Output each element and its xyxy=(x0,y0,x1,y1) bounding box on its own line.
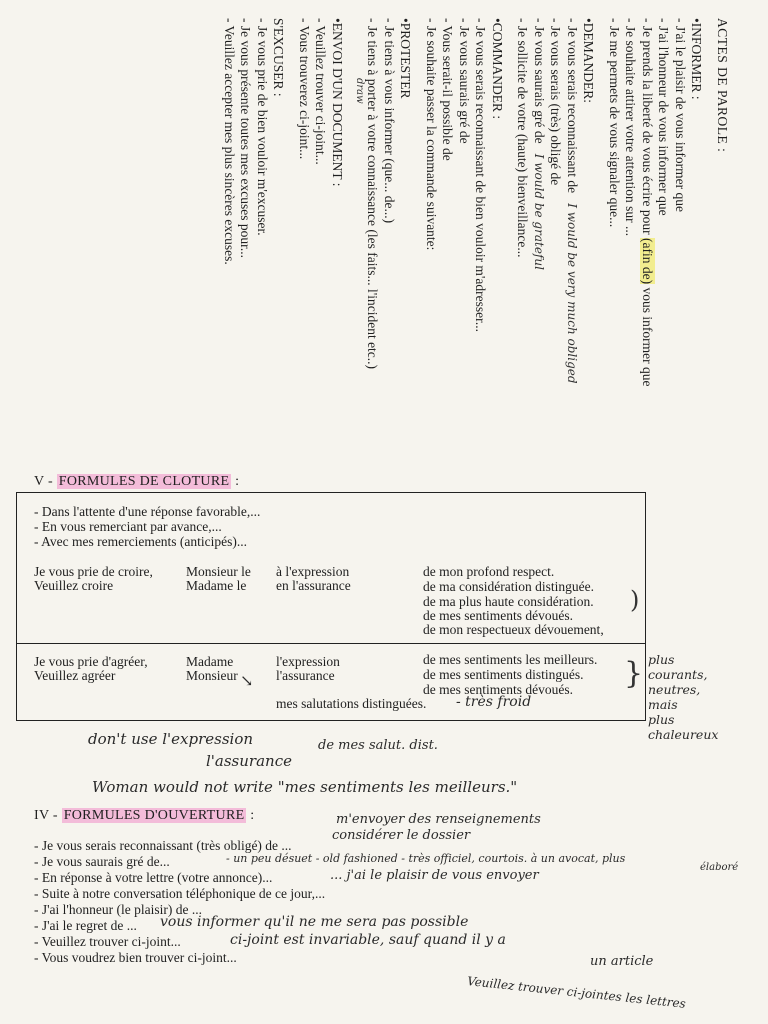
speech-acts-section xyxy=(150,18,730,488)
informer-line: - J'ai l'honneur de vous informer que xyxy=(656,18,672,216)
commander-title: • COMMANDER : xyxy=(489,18,506,488)
excuser-line: - Je vous prie de bien vouloir m'excuser. xyxy=(255,18,270,236)
cloture-intro-line: - En vous remerciant par avance,... xyxy=(34,519,222,534)
commander-line: - Je vous serais reconnaissant de bien vouloir m'adresser... xyxy=(473,18,489,332)
handwritten-note: élaboré xyxy=(700,862,739,873)
commander-line: - Je souhaite passer la commande suivante: xyxy=(424,18,439,251)
handwritten-note: considérer le dossier xyxy=(332,828,471,843)
handwritten-note: ci-joint est invariable, sauf quand il y a xyxy=(230,932,506,948)
informer-line: - Je souhaite attirer votre attention sur ... xyxy=(623,18,639,237)
demander-line: - Je vous serais (très) obligé de xyxy=(548,18,564,186)
protester-line: - Je tiens à porter à votre connaissance (les faits... l'incident etc..) xyxy=(365,18,381,370)
box1-expression: en l'assurance xyxy=(276,578,351,593)
list-item: - En réponse à votre lettre (votre annonce)... xyxy=(34,870,273,885)
protester-line: - Je tiens à vous informer (que... de...) xyxy=(382,18,397,224)
excuser-line: - Veuillez accepter mes plus sincères excuses. xyxy=(222,18,237,265)
informer-line: - Je prends la liberté de vous écrire pour (afin de) vous informer que xyxy=(640,18,655,387)
box2-sentiment: de mes sentiments distingués. xyxy=(423,667,584,682)
list-item: - Je vous serais reconnaissant (très obligé) de ... xyxy=(34,838,292,853)
box2-verb: Je vous prie d'agréer, xyxy=(34,654,148,669)
informer-line: - Je me permets de vous signaler que... xyxy=(607,18,622,228)
handwritten-brace: ) xyxy=(630,586,640,614)
protester-title: • PROTESTER xyxy=(397,18,414,488)
cloture-heading: V - FORMULES DE CLOTURE : xyxy=(34,474,240,489)
handwritten-note: m'envoyer des renseignements xyxy=(336,812,541,827)
handwritten-note: ... j'ai le plaisir de vous envoyer xyxy=(330,868,539,883)
handwritten-note: I would be very much obliged xyxy=(565,203,579,384)
box2-title: Madame xyxy=(186,654,234,669)
demander-line: - Je sollicite de votre (haute) bienveillance... xyxy=(515,18,531,258)
envoi-line: - Vous trouverez ci-joint... xyxy=(297,18,312,160)
demander-line: - Je vous saurais gré de I would be grateful xyxy=(532,18,547,270)
box2-verb: Veuillez agréer xyxy=(34,668,116,683)
box1-title: Madame le xyxy=(186,578,247,593)
box2-sentiment: de mes sentiments les meilleurs. xyxy=(423,652,598,667)
excuser-line: - Je vous présente toutes mes excuses pour... xyxy=(238,18,254,258)
handwritten-note: - un peu désuet - old fashioned - très officiel, courtois. à un avocat, plus xyxy=(226,852,626,865)
commander-line: - Je vous saurais gré de xyxy=(457,18,472,144)
box2-expression: l'assurance xyxy=(276,668,335,683)
box2-expression: l'expression xyxy=(276,654,340,669)
handwritten-note: draw xyxy=(354,78,365,104)
list-item: - J'ai l'honneur (le plaisir) de ... xyxy=(34,902,202,917)
handwritten-note: de mes salut. dist. xyxy=(318,738,438,753)
box2-title: Monsieur xyxy=(186,668,238,683)
cloture-intro-line: - Dans l'attente d'une réponse favorable,... xyxy=(34,504,261,519)
box1-sentiment: de mon profond respect. xyxy=(423,564,555,579)
handwritten-side-note: plus courants, neutres, mais plus chaleureux xyxy=(648,652,719,742)
demander-title: • DEMANDER: xyxy=(580,18,597,488)
informer-title: • INFORMER : xyxy=(688,18,705,488)
speech-acts-heading: ACTES DE PAROLE : xyxy=(715,18,730,153)
box1-sentiment: de ma plus haute considération. xyxy=(423,594,594,609)
list-item: - Je vous saurais gré de... xyxy=(34,854,170,869)
handwritten-note: l'assurance xyxy=(206,752,292,770)
handwritten-note: I would be grateful xyxy=(532,153,546,270)
highlight-mark: (afin de) xyxy=(640,238,655,285)
informer-line: - J'ai le plaisir de vous informer que xyxy=(673,18,688,213)
cloture-intro-line: - Avec mes remerciements (anticipés)... xyxy=(34,534,248,549)
demander-line: - Je vous serais reconnaissant de I would be very much obliged xyxy=(565,18,580,384)
ouverture-heading: IV - FORMULES D'OUVERTURE : xyxy=(34,808,255,823)
handwritten-note: un article xyxy=(590,954,654,969)
box1-sentiment: de mon respectueux dévouement, xyxy=(423,622,604,637)
box1-sentiment: de mes sentiments dévoués. xyxy=(423,608,573,623)
envoi-line: - Veuillez trouver ci-joint... xyxy=(313,18,329,165)
list-item: - Suite à notre conversation téléphonique de ce jour,... xyxy=(34,886,326,901)
box1-sentiment: de ma considération distinguée. xyxy=(423,579,594,594)
list-item: - J'ai le regret de ... xyxy=(34,918,137,933)
box1-expression: à l'expression xyxy=(276,564,350,579)
box2-sentiment: de mes sentiments dévoués. xyxy=(423,682,573,697)
box1-title: Monsieur le xyxy=(186,564,251,579)
envoi-title: • ENVOI D'UN DOCUMENT : xyxy=(329,18,346,488)
handwritten-note: Veuillez trouver ci-jointes les lettres xyxy=(466,974,687,1011)
handwritten-note: - très froid xyxy=(456,694,532,710)
box1-verb: Veuillez croire xyxy=(34,578,114,593)
handwritten-brace: } xyxy=(624,656,644,691)
list-item: - Vous voudrez bien trouver ci-joint... xyxy=(34,950,237,965)
handwritten-note: Woman would not write "mes sentiments les meilleurs." xyxy=(92,778,518,796)
handwritten-arrow-icon: ↘ xyxy=(240,671,254,690)
handwritten-note: vous informer qu'il ne me sera pas possible xyxy=(160,914,469,930)
box2-salutations: mes salutations distinguées. xyxy=(276,696,427,711)
handwritten-note: don't use l'expression xyxy=(88,730,254,748)
excuser-title: S'EXCUSER : xyxy=(271,18,287,97)
list-item: - Veuillez trouver ci-joint... xyxy=(34,934,181,949)
box1-verb: Je vous prie de croire, xyxy=(34,564,153,579)
commander-line: - Vous serait-il possible de xyxy=(440,18,456,161)
